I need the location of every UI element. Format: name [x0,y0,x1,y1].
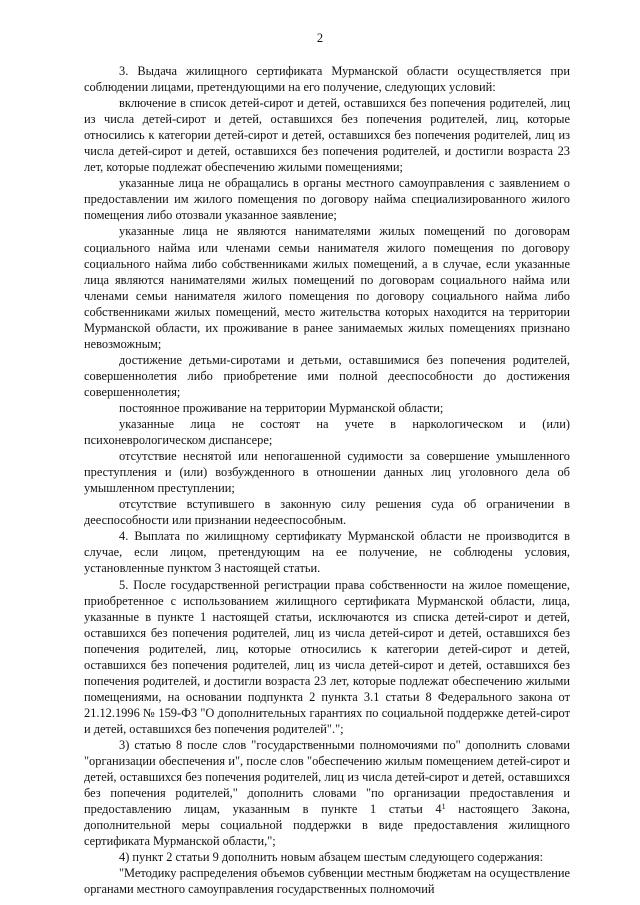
paragraph-condition-no-application: указанные лица не обращались в органы местного самоуправления с заявлением о предоставлении им жилого помещения по договору найма специализированного жилого помещения либо отозвали указанное заявление; [84,176,570,223]
paragraph-condition-not-registered: указанные лица не состоят на учете в наркологическом и (или) психоневрологическом диспансере; [84,417,570,448]
superscript-article-number: 1 [441,802,446,812]
paragraph-condition-residence: постоянное проживание на территории Мурманской области; [119,400,444,415]
paragraph-condition-not-tenants: указанные лица не являются нанимателями жилых помещений по договорам социального найма или членами семьи нанимателя жилого помещения по договору социального найма либо собственниками жилых помещений, а в случае, если указанные лица являются нанимателями жилых помещений по договорам социального найма или членами семьи нанимателя жилого помещения по договору социального найма либо собственниками жилых помещений, место жительства которых находится на территории Мурманской области, их проживание в ранее занимаемых жилых помещениях признано невозможным; [84,224,570,351]
paragraph-condition-no-conviction: отсутствие неснятой или непогашенной судимости за совершение умышленного преступления и (или) возбужденного в отношении данных лиц уголовного дела об умышленном преступлении; [84,449,570,496]
amendment-article-8-text: 3) статью 8 после слов "государственными полномочиями по" дополнить словами "организации обеспечения и", после слов "обеспечению жилым помещением детей-сирот и детей, оставшихся без попечения родителей, лиц из числа детей-сирот и детей, оставшихся без попечения родителей," дополнить словами "по организации предоставления и предоставлению лицам, указанным в пункте 1 статьи 4 [84,737,570,817]
page-number: 2 [316,31,324,45]
paragraph-condition-no-court-decision: отсутствие вступившего в законную силу решения суда об ограничении в дееспособности или признании недееспособным. [84,497,570,528]
amendment-article-8-text-end: настоящего Закона, дополнительной меры социальной поддержки в виде предоставления жилищного сертификата Мурманской области,"; [84,802,571,849]
paragraph-clause-4: 4. Выплата по жилищному сертификату Мурманской области не производится в случае, если лицом, претендующим на ее получение, не соблюдены условия, установленные пунктом 3 настоящей статьи. [84,529,570,576]
paragraph-condition-inclusion-in-list: включение в список детей-сирот и детей, оставшихся без попечения родителей, лиц из числа детей-сирот и детей, оставшихся без попечения родителей, лиц, которые относились к категории детей-сирот и детей, оставшихся без попечения родителей, лиц из числа детей-сирот и детей, оставшихся без попечения родителей, и достигли возраста 23 лет, которые подлежат обеспечению жилыми помещениями; [84,96,570,175]
paragraph-amendment-article-8 [84,737,570,849]
paragraph-clause-5: 5. После государственной регистрации права собственности на жилое помещение, приобретенное с использованием жилищного сертификата Мурманской области, лица, указанные в пункте 1 настоящей статьи, исключаются из списка детей-сирот и детей, оставшихся без попечения родителей, лиц из числа детей-сирот и детей, оставшихся без попечения родителей, лиц, которые относились к категории детей-сирот и детей, оставшихся без попечения родителей, лиц из числа детей-сирот и детей, оставшихся без попечения родителей, и достигли возраста 23 лет, которые подлежат обеспечению жилыми помещениями, на основании подпункта 2 пункта 3.1 статьи 8 Федерального закона от 21.12.1996 № 159-ФЗ "О дополнительных гарантиях по социальной поддержке детей-сирот и детей, оставшихся без попечения родителей"."; [84,577,570,736]
paragraph-clause-3-intro: 3. Выдача жилищного сертификата Мурманской области осуществляется при соблюдении лицами, претендующими на его получение, следующих условий: [84,64,570,95]
document-body [84,63,570,897]
paragraph-methodology-quote: "Методику распределения объемов субвенции местным бюджетам на осуществление органами местного самоуправления государственных полномочий [84,866,570,897]
paragraph-condition-majority: достижение детьми-сиротами и детьми, оставшимися без попечения родителей, совершеннолетия либо приобретение ими полной дееспособности до достижения совершеннолетия; [84,352,570,399]
paragraph-amendment-article-9: 4) пункт 2 статьи 9 дополнить новым абзацем шестым следующего содержания: [119,850,544,865]
